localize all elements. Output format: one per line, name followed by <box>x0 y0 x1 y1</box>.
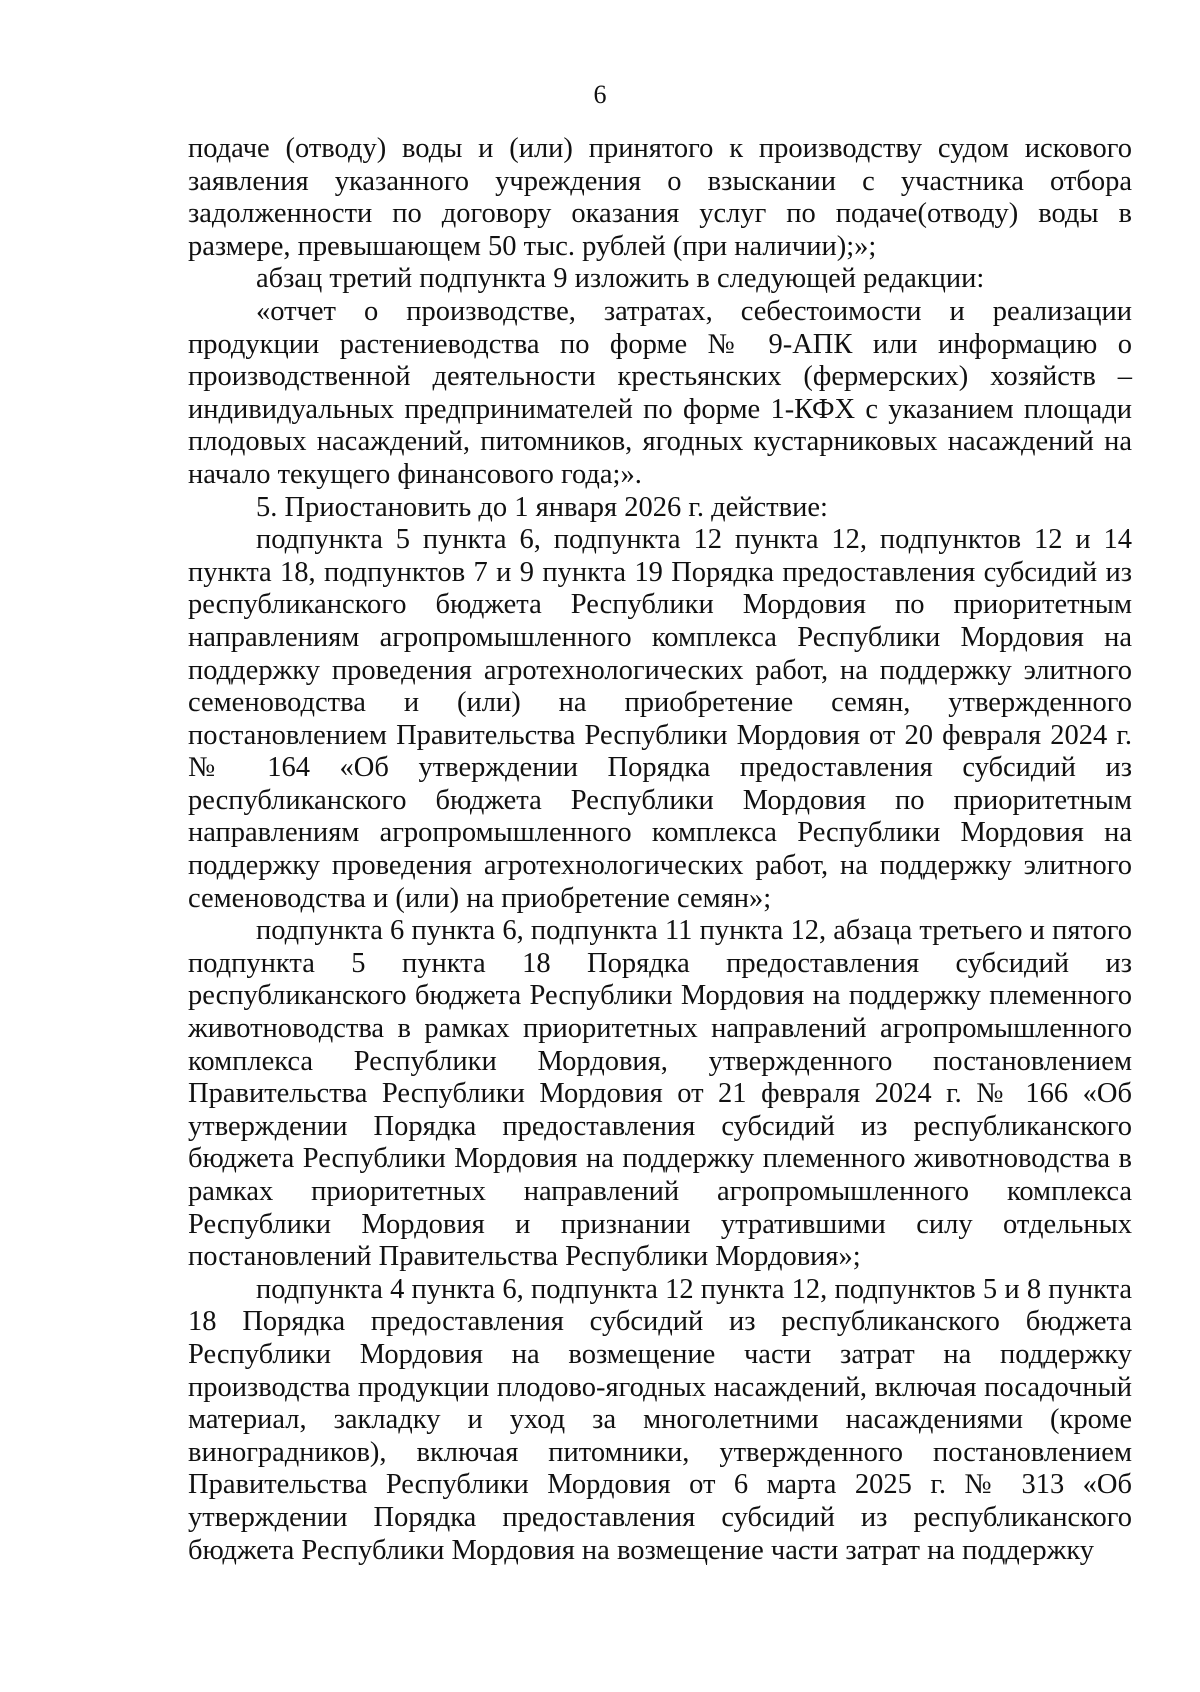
page-number: 6 <box>593 80 607 109</box>
paragraph-suspension-166: подпункта 6 пункта 6, подпункта 11 пункта 12, абзаца третьего и пятого подпункта 5 пункта 18 Порядка предоставления субсидий из республиканского бюджета Республики Мордовия на поддержку племенного животноводства в рамках приоритетных направлений агропромышленного комплекса Республики Мордовия, утвержденного постановлением Правительства Республики Мордовия от 21 февраля 2024 г. № 166 «Об утверждении Порядка предоставления субсидий из республиканского бюджета Республики Мордовия на поддержку племенного животноводства в рамках приоритетных направлений агропромышленного комплекса Республики Мордовия и признании утратившими силу отдельных постановлений Правительства Республики Мордовия»; <box>188 915 1132 1273</box>
document-body <box>188 133 1132 1567</box>
paragraph-continuation: подаче (отводу) воды и (или) принятого к производству судом искового заявления указанного учреждения о взыскании с участника отбора задолженности по договору оказания услуг по подаче(отводу) воды в размере, превышающем 50 тыс. рублей (при наличии);»; <box>188 133 1132 262</box>
paragraph-suspension-164: подпункта 5 пункта 6, подпункта 12 пункта 12, подпунктов 12 и 14 пункта 18, подпунктов 7 и 9 пункта 19 Порядка предоставления субсидий из республиканского бюджета Республики Мордовия по приоритетным направлениям агропромышленного комплекса Республики Мордовия на поддержку проведения агротехнологических работ, на поддержку элитного семеноводства и (или) на приобретение семян, утвержденного постановлением Правительства Республики Мордовия от 20 февраля 2024 г. № 164 «Об утверждении Порядка предоставления субсидий из республиканского бюджета Республики Мордовия по приоритетным направлениям агропромышленного комплекса Республики Мордовия на поддержку проведения агротехнологических работ, на поддержку элитного семеноводства и (или) на приобретение семян»; <box>188 524 1132 914</box>
paragraph-suspension-313: подпункта 4 пункта 6, подпункта 12 пункта 12, подпунктов 5 и 8 пункта 18 Порядка предоставления субсидий из республиканского бюджета Республики Мордовия на возмещение части затрат на поддержку производства продукции плодово-ягодных насаждений, включая посадочный материал, закладку и уход за многолетними насаждениями (кроме виноградников), включая питомники, утвержденного постановлением Правительства Республики Мордовия от 6 марта 2025 г. № 313 «Об утверждении Порядка предоставления субсидий из республиканского бюджета Республики Мордовия на возмещение части затрат на поддержку <box>188 1273 1132 1566</box>
paragraph-amendment-text: «отчет о производстве, затратах, себестоимости и реализации продукции растениеводства по форме № 9-АПК или информацию о производственной деятельности крестьянских (фермерских) хозяйств – индивидуальных предпринимателей по форме 1-КФХ с указанием площади плодовых насаждений, питомников, ягодных кустарниковых насаждений на начало текущего финансового года;». <box>188 295 1132 490</box>
paragraph-item-5: 5. Приостановить до 1 января 2026 г. действие: <box>256 491 828 523</box>
paragraph-amendment-intro: абзац третий подпункта 9 изложить в следующей редакции: <box>256 263 985 295</box>
